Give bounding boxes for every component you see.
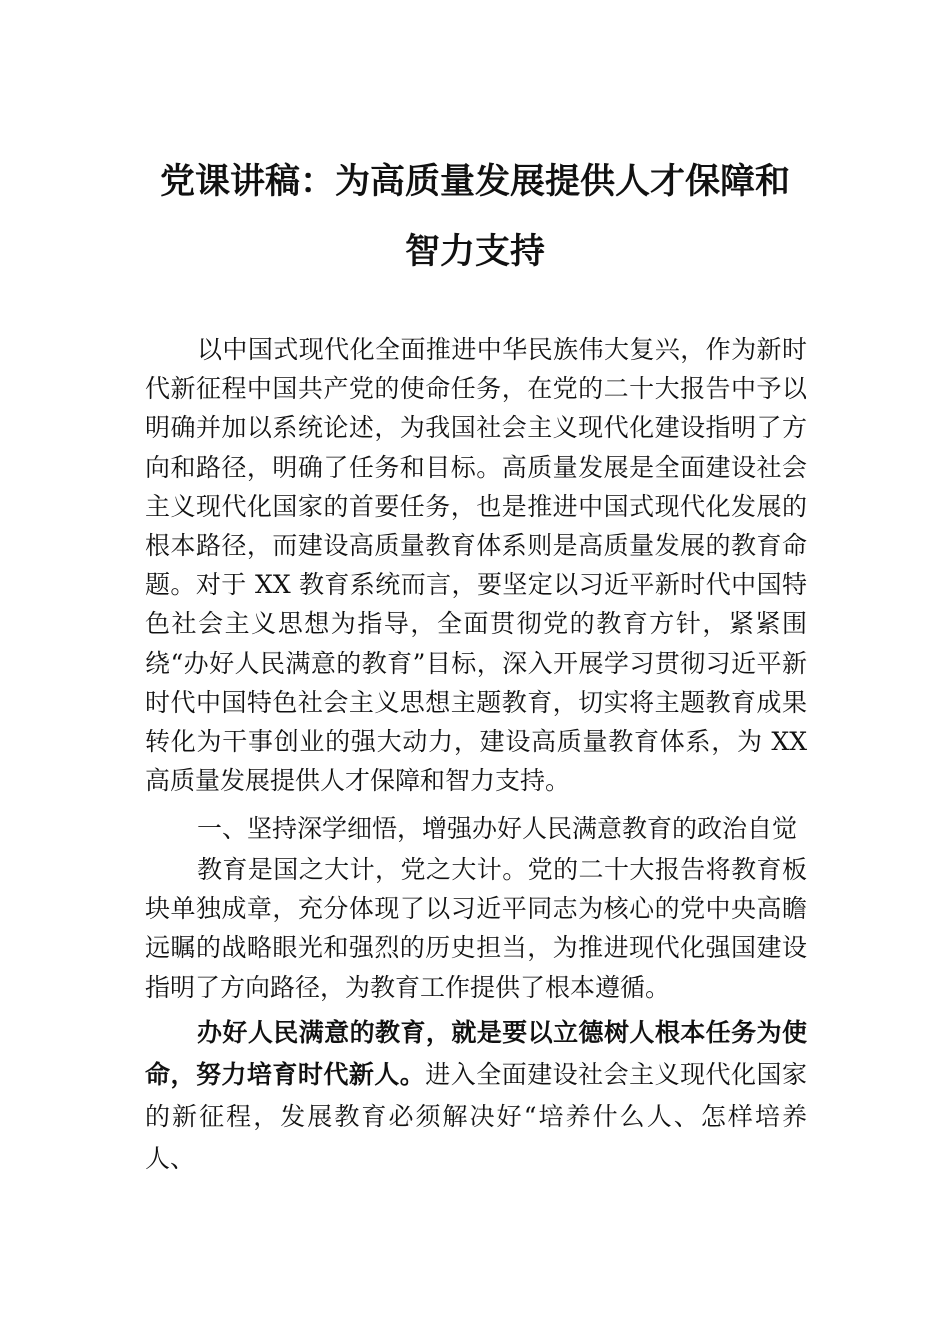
paragraph-3-emphasis: 办好人民满意的教育，就是要以立德树人根本任务为使命，努力培育时代新人。 xyxy=(145,1018,807,1089)
document-title-line-2: 智力支持 xyxy=(404,231,545,272)
paragraph-3-text: 进入全面建设社会主义现代化国家的新征程，发展教育必须解决好“培养什么人、怎样培养人、 xyxy=(145,1060,807,1173)
document-title-line-1: 党课讲稿：为高质量发展提供人才保障和 xyxy=(159,161,790,202)
body-paragraph-2: 教育是国之大计，党之大计。党的二十大报告将教育板块单独成章，充分体现了以习近平同志为核心的党中央高瞻远瞩的战略眼光和强烈的历史担当，为推进现代化强国建设指明了方向路径，为教育工作提供了根本遵循。 xyxy=(145,855,807,1002)
body-paragraph-1: 以中国式现代化全面推进中华民族伟大复兴，作为新时代新征程中国共产党的使命任务，在党的二十大报告中予以明确并加以系统论述，为我国社会主义现代化建设指明了方向和路径，明确了任务和目标。高质量发展是全面建设社会主义现代化国家的首要任务，也是推进中国式现代化发展的根本路径，而建设高质量教育体系则是高质量发展的教育命题。对于 XX 教育系统而言，要坚定以习近平新时代中国特色社会主义思想为指导，全面贯彻党的教育方针，紧紧围绕“办好人民满意的教育”目标，深入开展学习贯彻习近平新时代中国特色社会主义思想主题教育，切实将主题教育成果转化为干事创业的强大动力，建设高质量教育体系，为 XX 高质量发展提供人才保障和智力支持。 xyxy=(145,335,807,796)
section-heading-1: 一、坚持深学细悟，增强办好人民满意教育的政治自觉 xyxy=(197,814,798,843)
body-paragraph-3 xyxy=(145,1012,807,1180)
